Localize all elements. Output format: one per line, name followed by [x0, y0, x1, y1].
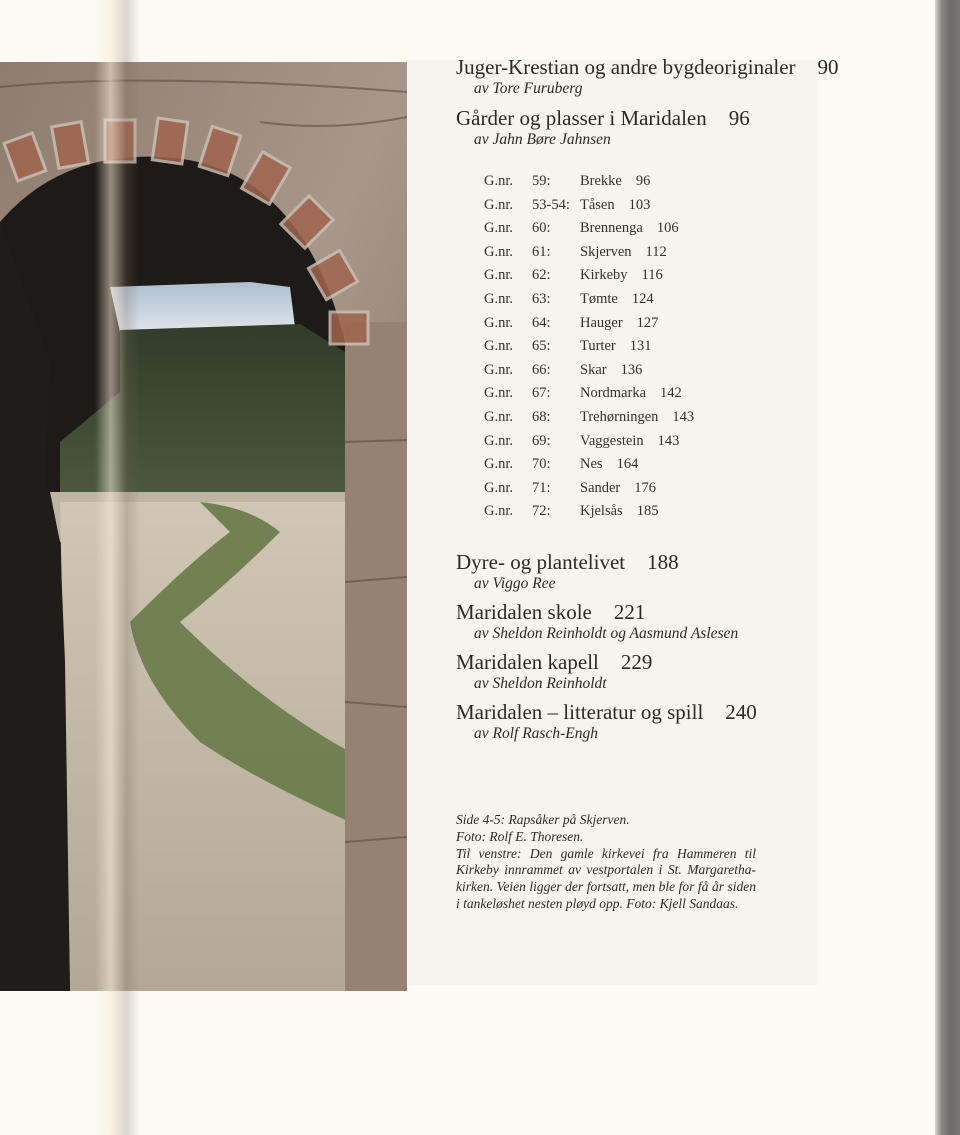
toc-page-number: 229	[620, 650, 653, 674]
farm-row: G.nr. 68: Trehørningen 143	[484, 408, 695, 425]
farm-row: G.nr. 62: Kirkeby 116	[484, 267, 663, 284]
farm-row: G.nr. 53-54: Tåsen 103	[484, 196, 651, 213]
photo-caption	[456, 812, 756, 913]
arch-photo-illustration	[0, 62, 407, 991]
toc-page-number: 188	[647, 550, 679, 574]
toc-entry	[456, 105, 856, 149]
toc-entry	[456, 699, 856, 743]
toc-entry-title: Juger-Krestian og andre bygdeoriginaler 90	[456, 55, 839, 79]
toc-page-number: 240	[725, 700, 757, 724]
farm-row: G.nr. 70: Nes 164	[484, 456, 639, 473]
farm-row: G.nr. 72: Kjelsås 185	[484, 503, 659, 520]
toc-entry-title: Dyre- og plantelivet 188	[456, 550, 679, 574]
toc-page-number: 221	[613, 600, 646, 624]
caption-line: Foto: Rolf E. Thoresen.	[456, 828, 584, 844]
toc-entry-author: av Viggo Ree	[474, 575, 556, 592]
toc-entry-author: av Jahn Børe Jahnsen	[474, 131, 611, 148]
page-edge	[935, 0, 960, 1135]
table-of-contents-bottom	[456, 549, 856, 749]
toc-page-number: 90	[817, 55, 839, 79]
toc-entry-title: Maridalen skole 221	[456, 600, 646, 624]
table-of-contents-top	[456, 54, 856, 524]
farm-row: G.nr. 61: Skjerven 112	[484, 243, 667, 260]
toc-entry-title: Maridalen – litteratur og spill 240	[456, 700, 757, 724]
farm-row: G.nr. 60: Brennenga 106	[484, 220, 679, 237]
toc-entry	[456, 599, 856, 643]
farm-row: G.nr. 59: Brekke 96	[484, 173, 651, 189]
caption-line: Side 4-5: Rapsåker på Skjerven.	[456, 812, 630, 827]
farm-row: G.nr. 66: Skar 136	[484, 361, 643, 378]
toc-entry	[456, 649, 856, 693]
toc-entry	[456, 549, 856, 593]
farm-row: G.nr. 71: Sander 176	[484, 479, 657, 496]
toc-entry-author: av Tore Furuberg	[474, 80, 583, 97]
farm-row: G.nr. 69: Vaggestein 143	[484, 432, 680, 449]
toc-entry-author: av Rolf Rasch-Engh	[474, 725, 598, 742]
farm-list	[484, 170, 856, 524]
toc-entry-title: Gårder og plasser i Maridalen 96	[456, 106, 750, 130]
photo-stone-arch	[0, 62, 407, 991]
farm-row: G.nr. 63: Tømte 124	[484, 290, 654, 307]
toc-page-number: 96	[728, 106, 750, 130]
caption-body: Til venstre: Den gamle kirkevei fra Hammeren til Kirkeby innrammet av vestportalen i St. Margaretha-kirken. Veien ligger der fortsatt, men ble for få år siden i tankeløshet nesten pløyd opp. Foto: Kjell Sandaas.	[456, 845, 756, 911]
farm-row: G.nr. 67: Nordmarka 142	[484, 385, 682, 402]
toc-entry-author: av Sheldon Reinholdt	[474, 675, 607, 692]
toc-entry-title: Maridalen kapell 229	[456, 650, 653, 674]
farm-row: G.nr. 64: Hauger 127	[484, 314, 659, 331]
toc-entry	[456, 54, 856, 98]
toc-entry-author: av Sheldon Reinholdt og Aasmund Aslesen	[474, 625, 739, 642]
farm-row: G.nr. 65: Turter 131	[484, 338, 652, 355]
